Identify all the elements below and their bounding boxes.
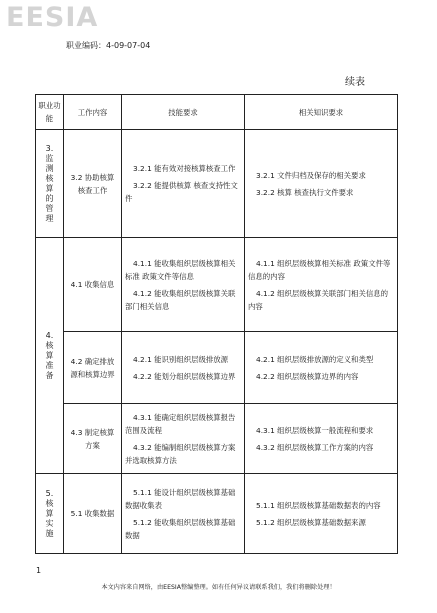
skill-item: 4.3.1 能确定组织层级核算报告范围及流程	[125, 412, 236, 435]
knowledge-item: 4.3.2 组织层级核算工作方案的内容	[256, 442, 374, 452]
function-name: 核算实施	[45, 499, 54, 538]
table-row	[36, 474, 398, 554]
knowledge-item: 4.1.1 组织层级核算相关标准 政策文件等信息的内容	[248, 258, 391, 281]
knowledge-item: 4.2.2 组织层级核算边界的内容	[256, 371, 359, 381]
skills-cell	[122, 238, 245, 332]
knowledge-item: 5.1.1 组织层级核算基础数据表的内容	[256, 500, 381, 510]
work-content-cell: 5.1 收集数据	[64, 474, 122, 554]
function-number: 3.	[45, 144, 54, 153]
brand-logo: EESIA	[6, 2, 99, 33]
skill-item: 4.2.1 能识别组织层级排放源	[133, 354, 229, 364]
footer-disclaimer: 本文内容来自网络，由EESIA整编整理。如有任何异议请联系我们，我们将删除处理！	[101, 584, 336, 591]
function-name: 核算准备	[45, 341, 54, 380]
work-content-cell: 4.1 收集信息	[64, 238, 122, 332]
knowledge-item: 4.2.1 组织层级排放源的定义和类型	[256, 354, 374, 364]
skill-item: 5.1.1 能设计组织层级核算基础数据收集表	[125, 487, 236, 510]
knowledge-cell	[245, 130, 398, 238]
continued-label: 续表	[345, 77, 365, 88]
work-content-cell: 4.3 制定核算方案	[64, 404, 122, 474]
knowledge-cell	[245, 474, 398, 554]
skill-item: 4.1.1 能收集组织层级核算相关标准 政策文件等信息	[125, 258, 236, 281]
knowledge-cell	[245, 404, 398, 474]
table-row	[36, 332, 398, 404]
knowledge-item: 3.2.2 核算 核查执行文件要求	[256, 187, 354, 197]
function-number: 5.	[45, 489, 54, 498]
function-cell	[36, 474, 64, 554]
skill-item: 5.1.2 能收集组织层级核算基础数据	[125, 517, 236, 540]
skill-item: 3.2.1 能有效对接核算核查工作	[133, 164, 236, 173]
knowledge-cell	[245, 332, 398, 404]
work-content-cell: 4.2 确定排放源和核算边界	[64, 332, 122, 404]
header-work-content: 工作内容	[64, 95, 122, 130]
work-content-cell: 3.2 协助核算 核查工作	[64, 130, 122, 238]
table-header-row	[36, 95, 398, 130]
function-cell	[36, 130, 64, 238]
skills-cell	[122, 130, 245, 238]
skills-cell	[122, 404, 245, 474]
knowledge-item: 4.1.2 组织层级核算关联部门相关信息的内容	[248, 288, 389, 311]
header-skills: 技能要求	[122, 95, 245, 130]
header-knowledge: 相关知识要求	[245, 95, 398, 130]
page-number: 1	[36, 566, 42, 575]
skills-table	[35, 94, 398, 554]
skills-cell	[122, 332, 245, 404]
skill-item: 4.1.2 能收集组织层级核算关联部门相关信息	[125, 288, 236, 311]
knowledge-item: 5.1.2 组织层级核算基础数据来源	[256, 517, 366, 527]
table-row	[36, 238, 398, 332]
occupation-code: 职业编码：4-09-07-04	[66, 41, 151, 50]
knowledge-cell	[245, 238, 398, 332]
table-row	[36, 130, 398, 238]
function-cell	[36, 238, 64, 474]
skills-cell	[122, 474, 245, 554]
knowledge-item: 4.3.1 组织层级核算一般流程和要求	[256, 425, 374, 435]
skill-item: 4.3.2 能编制组织层级核算方案并选取核算方法	[125, 442, 236, 465]
skill-item: 4.2.2 能划分组织层级核算边界	[133, 371, 236, 381]
table-row	[36, 404, 398, 474]
knowledge-item: 3.2.1 文件归档及保存的相关要求	[256, 170, 366, 180]
skill-item: 3.2.2 能提供核算 核查支持性文件	[125, 181, 238, 203]
function-number: 4.	[45, 331, 54, 340]
function-name: 监测核算的管理	[45, 154, 54, 223]
header-function: 职业功能	[36, 95, 64, 130]
